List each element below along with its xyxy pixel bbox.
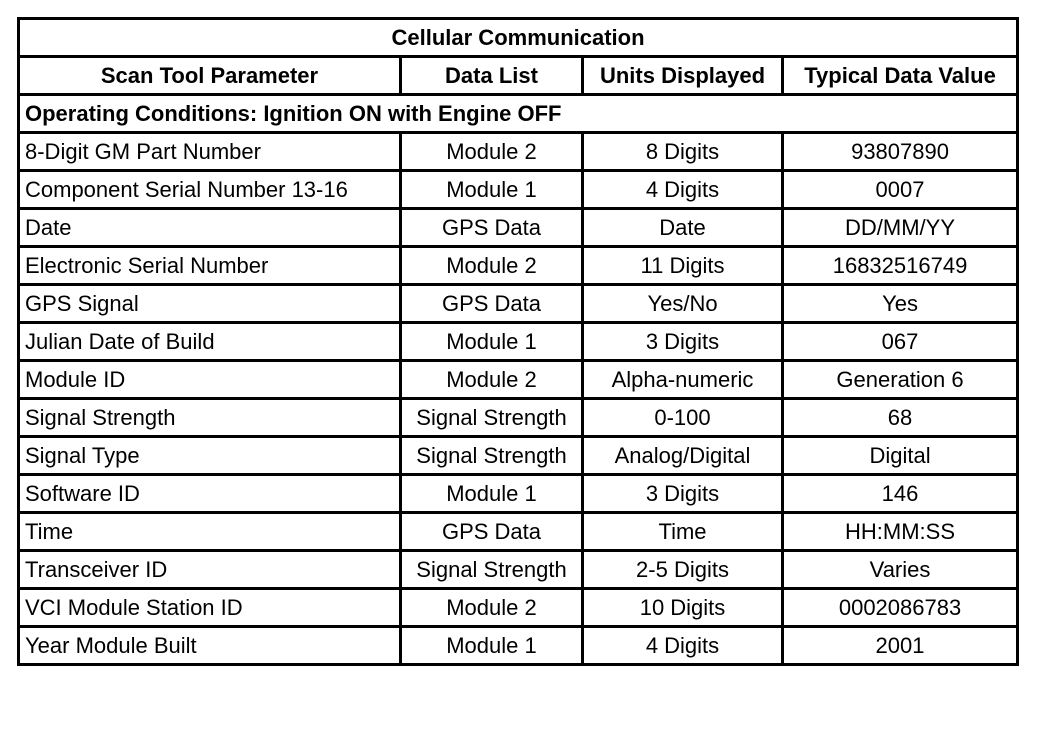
cell-scan-tool-parameter: Signal Type [19, 437, 401, 475]
cell-data-list: Module 2 [401, 361, 583, 399]
cell-units-displayed: 10 Digits [583, 589, 783, 627]
cell-units-displayed: Alpha-numeric [583, 361, 783, 399]
cell-units-displayed: Analog/Digital [583, 437, 783, 475]
cell-scan-tool-parameter: Signal Strength [19, 399, 401, 437]
cell-typical-data-value: 2001 [783, 627, 1018, 665]
cell-data-list: Module 1 [401, 475, 583, 513]
cell-units-displayed: 0-100 [583, 399, 783, 437]
cell-data-list: Signal Strength [401, 399, 583, 437]
cell-scan-tool-parameter: VCI Module Station ID [19, 589, 401, 627]
cell-scan-tool-parameter: Time [19, 513, 401, 551]
header-scan-tool-parameter: Scan Tool Parameter [19, 57, 401, 95]
cell-data-list: Module 1 [401, 323, 583, 361]
table-row [19, 475, 1018, 513]
cell-units-displayed: Yes/No [583, 285, 783, 323]
cell-units-displayed: 3 Digits [583, 475, 783, 513]
cell-typical-data-value: HH:MM:SS [783, 513, 1018, 551]
cell-data-list: Module 2 [401, 133, 583, 171]
cell-scan-tool-parameter: GPS Signal [19, 285, 401, 323]
cell-units-displayed: 4 Digits [583, 627, 783, 665]
cell-units-displayed: 11 Digits [583, 247, 783, 285]
cell-scan-tool-parameter: Electronic Serial Number [19, 247, 401, 285]
cell-data-list: Module 1 [401, 627, 583, 665]
table-row [19, 513, 1018, 551]
table-row [19, 551, 1018, 589]
operating-conditions-row [19, 95, 1018, 133]
table-header-row [19, 57, 1018, 95]
table-row [19, 323, 1018, 361]
header-typical-data-value: Typical Data Value [783, 57, 1018, 95]
cell-typical-data-value: 146 [783, 475, 1018, 513]
table-row [19, 209, 1018, 247]
cell-typical-data-value: Yes [783, 285, 1018, 323]
cell-scan-tool-parameter: Software ID [19, 475, 401, 513]
cell-scan-tool-parameter: Component Serial Number 13-16 [19, 171, 401, 209]
cell-typical-data-value: 93807890 [783, 133, 1018, 171]
table-row [19, 437, 1018, 475]
cell-scan-tool-parameter: Transceiver ID [19, 551, 401, 589]
table-title-row [19, 19, 1018, 57]
cell-typical-data-value: Digital [783, 437, 1018, 475]
cell-data-list: Signal Strength [401, 437, 583, 475]
cell-scan-tool-parameter: Module ID [19, 361, 401, 399]
cell-scan-tool-parameter: Julian Date of Build [19, 323, 401, 361]
table-row [19, 285, 1018, 323]
cell-data-list: GPS Data [401, 285, 583, 323]
cell-typical-data-value: Varies [783, 551, 1018, 589]
cell-units-displayed: 2-5 Digits [583, 551, 783, 589]
header-units-displayed: Units Displayed [583, 57, 783, 95]
cell-data-list: Module 2 [401, 247, 583, 285]
table-body [19, 95, 1018, 665]
table-row [19, 361, 1018, 399]
cell-typical-data-value: 68 [783, 399, 1018, 437]
table-row [19, 627, 1018, 665]
table-row [19, 133, 1018, 171]
cell-scan-tool-parameter: Date [19, 209, 401, 247]
cell-data-list: GPS Data [401, 209, 583, 247]
cell-typical-data-value: Generation 6 [783, 361, 1018, 399]
table-row [19, 589, 1018, 627]
cell-scan-tool-parameter: 8-Digit GM Part Number [19, 133, 401, 171]
cell-data-list: Module 2 [401, 589, 583, 627]
cell-scan-tool-parameter: Year Module Built [19, 627, 401, 665]
cell-data-list: Module 1 [401, 171, 583, 209]
data-table-sheet [17, 17, 1016, 666]
cell-typical-data-value: 16832516749 [783, 247, 1018, 285]
header-data-list: Data List [401, 57, 583, 95]
cell-units-displayed: 3 Digits [583, 323, 783, 361]
operating-conditions: Operating Conditions: Ignition ON with Engine OFF [19, 95, 1018, 133]
cell-units-displayed: Time [583, 513, 783, 551]
cell-units-displayed: Date [583, 209, 783, 247]
cell-typical-data-value: 067 [783, 323, 1018, 361]
cell-typical-data-value: DD/MM/YY [783, 209, 1018, 247]
table-row [19, 247, 1018, 285]
cell-units-displayed: 4 Digits [583, 171, 783, 209]
table-title: Cellular Communication [19, 19, 1018, 57]
table-row [19, 171, 1018, 209]
cell-units-displayed: 8 Digits [583, 133, 783, 171]
cell-typical-data-value: 0002086783 [783, 589, 1018, 627]
table-row [19, 399, 1018, 437]
cell-typical-data-value: 0007 [783, 171, 1018, 209]
cell-data-list: Signal Strength [401, 551, 583, 589]
cellular-communication-table [17, 17, 1019, 666]
cell-data-list: GPS Data [401, 513, 583, 551]
